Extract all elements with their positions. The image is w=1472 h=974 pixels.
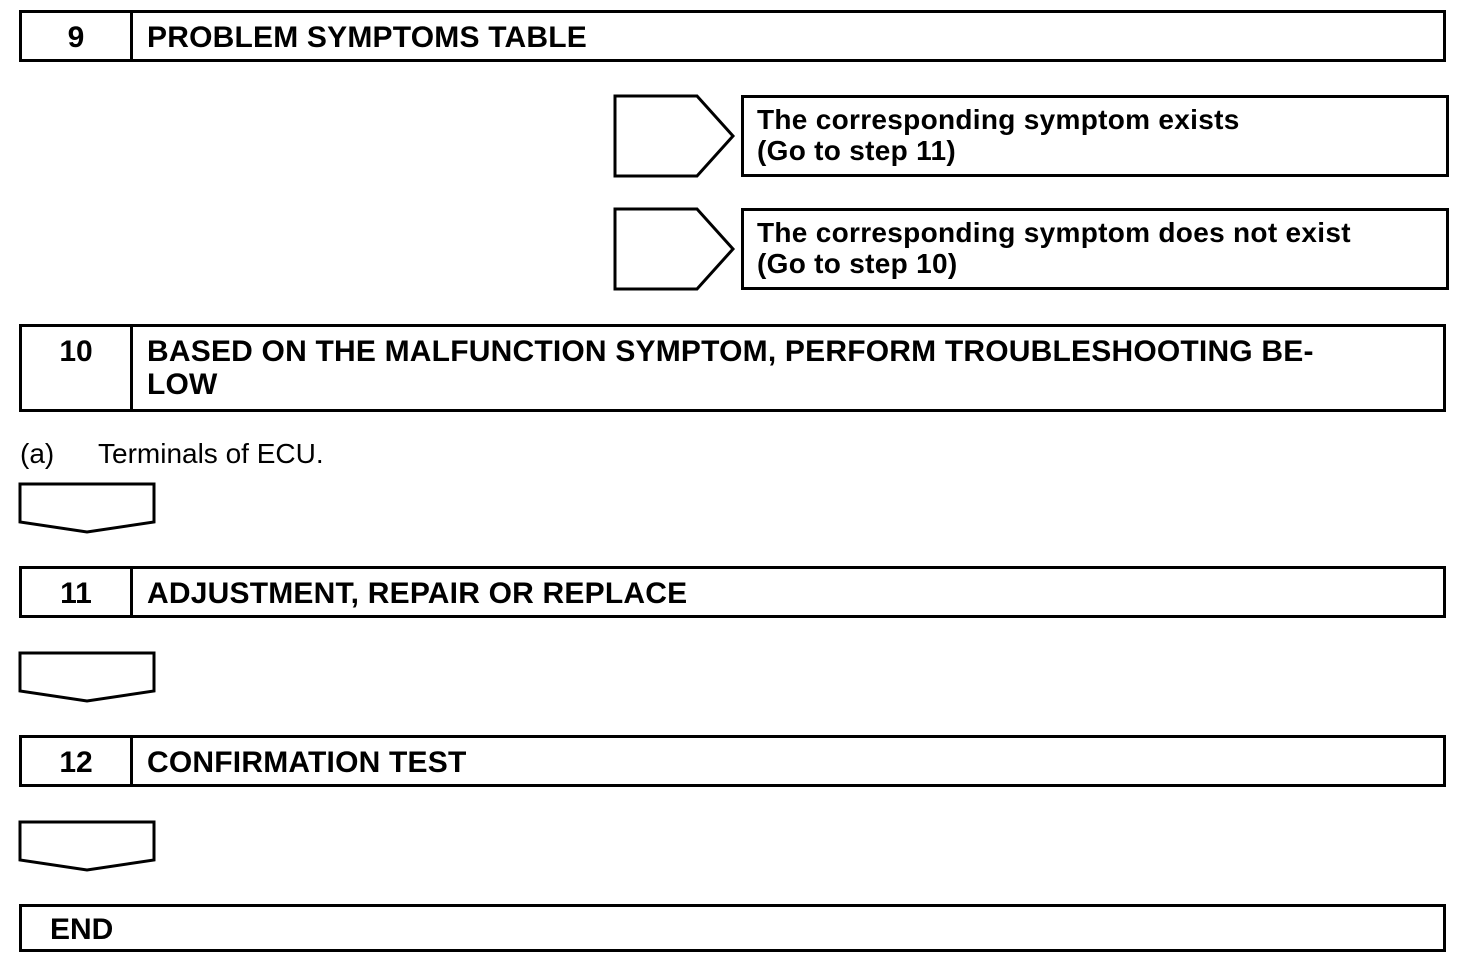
step-number: 12 (22, 738, 133, 784)
result-symptom-exists (741, 95, 1449, 177)
step-title (133, 327, 1443, 409)
step-11-box (19, 566, 1446, 618)
substep-label: (a) (20, 438, 55, 469)
down-arrow-icon (18, 482, 156, 534)
result-text: The corresponding symptom does not exist (757, 217, 1351, 248)
result-text: The corresponding symptom exists (757, 104, 1240, 135)
step-12-box (19, 735, 1446, 787)
substep-a (20, 438, 324, 470)
step-9-box (19, 10, 1446, 62)
right-arrow-icon (613, 94, 737, 178)
end-box: END (19, 904, 1446, 952)
step-number: 10 (22, 327, 133, 409)
result-goto: (Go to step 10) (757, 248, 958, 279)
down-arrow-icon (18, 651, 156, 703)
result-symptom-not-exist (741, 208, 1449, 290)
result-goto: (Go to step 11) (757, 135, 956, 166)
right-arrow-icon (613, 207, 737, 291)
step-title-line: LOW (147, 368, 218, 401)
step-number: 11 (22, 569, 133, 615)
step-title: ADJUSTMENT, REPAIR OR REPLACE (147, 577, 688, 610)
substep-text: Terminals of ECU. (98, 438, 324, 469)
step-number: 9 (22, 13, 133, 59)
step-title: CONFIRMATION TEST (147, 746, 467, 779)
step-title: PROBLEM SYMPTOMS TABLE (147, 21, 587, 54)
step-title-line: BASED ON THE MALFUNCTION SYMPTOM, PERFORM TROUBLESHOOTING BE- (147, 335, 1314, 368)
down-arrow-icon (18, 820, 156, 872)
step-10-box (19, 324, 1446, 412)
